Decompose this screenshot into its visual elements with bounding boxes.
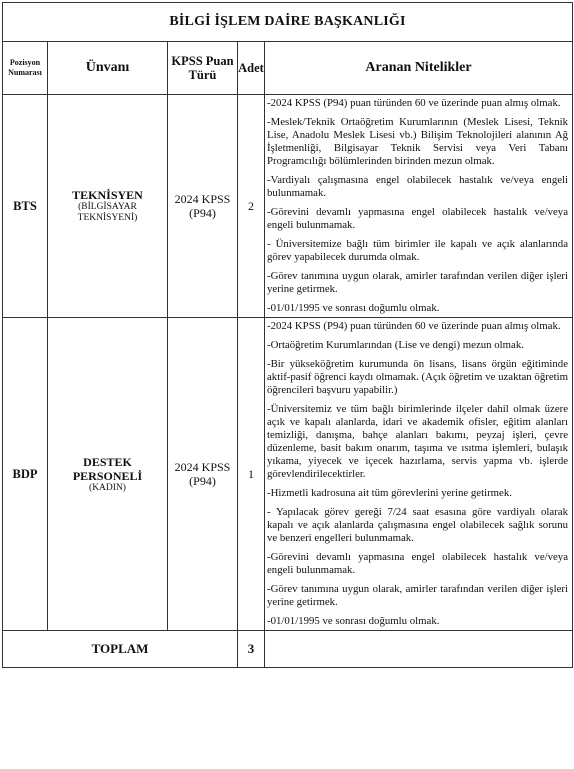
kpss-type xyxy=(168,95,238,318)
requirement-item: -01/01/1995 ve sonrası doğumlu olmak. xyxy=(267,302,440,314)
position-title: TEKNİSYEN xyxy=(72,188,143,202)
position-title-cell xyxy=(48,318,168,631)
requirement-item: -Görevini devamlı yapmasına engel olabilecek hastalık ve/veya engeli bulunmamak. xyxy=(267,551,569,576)
position-subtitle: (BİLGİSAYAR TEKNİSYENİ) xyxy=(77,202,138,223)
header-pozisyon-line1: Pozisyon xyxy=(9,58,41,67)
total-label: TOPLAM xyxy=(3,631,238,668)
kpss-type xyxy=(168,318,238,631)
position-count: 2 xyxy=(238,95,265,318)
total-empty-cell xyxy=(265,631,573,668)
header-unvan: Ünvanı xyxy=(48,42,168,95)
requirement-item: -Vardiyalı çalışmasına engel olabilecek hastalık ve/veya engeli bulunmamak. xyxy=(267,174,569,199)
table-row xyxy=(3,318,573,631)
requirement-item: -Bir yükseköğretim kurumunda ön lisans, lisans örgün eğitiminde aktif-pasif öğrenci kaydı olmamak. (Açık öğretim ve uzaktan öğretim öğrencileri başvuru yapabilir.) xyxy=(267,358,569,396)
requirement-item: -2024 KPSS (P94) puan türünden 60 ve üzerinde puan almış olmak. xyxy=(267,97,561,109)
header-kpss-line2: Türü xyxy=(188,68,217,82)
header-pozisyon-line2: Numarası xyxy=(8,68,42,77)
requirement-item: -Görevini devamlı yapmasına engel olabilecek hastalık ve/veya engeli bulunmamak. xyxy=(267,206,569,231)
total-value: 3 xyxy=(238,631,265,668)
position-subtitle: (KADIN) xyxy=(89,482,126,493)
requirement-item: -Meslek/Teknik Ortaöğretim Kurumlarının (Meslek Lisesi, Teknik Lise, Anadolu Meslek Lisesi vb.) Bilişim Teknolojileri alanının Ağ İşletmenliği, Bilgisayar Teknik Servisi veya Veri Tabanı Programcılığı bölümlerinden birinden mezun olmak. xyxy=(267,116,569,167)
requirement-item: -Üniversitemiz ve tüm bağlı birimlerinde ilçeler dahil olmak üzere açık ve kapalı alanlarda, idari ve akademik ofisler, eğitim alanları temizliği, danışma, bahçe alanları bakımı, peyzaj işleri, çevre düzenleme, basit bakım onarım, taşıma ve ısıtma işlemleri, bulaşık yıkama, yiyecek ve içecek hazırlama, servis yapma vb. işlerde görevlendirilecektirler. xyxy=(267,403,569,480)
requirement-item: - Yapılacak görev gereği 7/24 saat esasına göre vardiyalı olarak kapalı ve açık alanlarda çalışmasına engel olabilecek sağlık sorunu ve benzeri engelleri bulunmamak. xyxy=(267,506,569,544)
table-row xyxy=(3,95,573,318)
position-code: BDP xyxy=(3,318,48,631)
header-nitelikler: Aranan Nitelikler xyxy=(265,42,573,95)
position-title-cell xyxy=(48,95,168,318)
requirements-cell xyxy=(265,95,573,318)
total-row xyxy=(3,631,573,668)
requirement-item: -Ortaöğretim Kurumlarından (Lise ve dengi) mezun olmak. xyxy=(267,339,524,351)
requirement-item: -Görev tanımına uygun olarak, amirler tarafından verilen diğer işleri yerine getirmek. xyxy=(267,270,569,295)
positions-table xyxy=(2,2,573,668)
position-code: BTS xyxy=(3,95,48,318)
kpss-type-line1: 2024 KPSS xyxy=(174,192,231,206)
requirement-item: -2024 KPSS (P94) puan türünden 60 ve üzerinde puan almış olmak. xyxy=(267,320,561,332)
header-kpss xyxy=(168,42,238,95)
header-pozisyon xyxy=(3,42,48,95)
requirement-item: -Görev tanımına uygun olarak, amirler tarafından verilen diğer işleri yerine getirmek. xyxy=(267,583,569,608)
requirement-item: - Üniversitemize bağlı tüm birimler ile kapalı ve açık alanlarında görev yapabilecek durumda olmak. xyxy=(267,238,569,263)
kpss-type-line1: 2024 KPSS xyxy=(174,460,231,474)
table-title: BİLGİ İŞLEM DAİRE BAŞKANLIĞI xyxy=(3,3,573,42)
header-adet: Adet xyxy=(238,42,265,95)
kpss-type-line2: (P94) xyxy=(189,206,216,220)
requirement-item: -01/01/1995 ve sonrası doğumlu olmak. xyxy=(267,615,440,627)
kpss-type-line2: (P94) xyxy=(189,474,216,488)
header-kpss-line1: KPSS Puan xyxy=(171,54,234,68)
position-title: DESTEK PERSONELİ xyxy=(72,454,143,483)
position-count: 1 xyxy=(238,318,265,631)
requirement-item: -Hizmetli kadrosuna ait tüm görevlerini yerine getirmek. xyxy=(267,487,512,499)
requirements-cell xyxy=(265,318,573,631)
header-row xyxy=(3,42,573,95)
